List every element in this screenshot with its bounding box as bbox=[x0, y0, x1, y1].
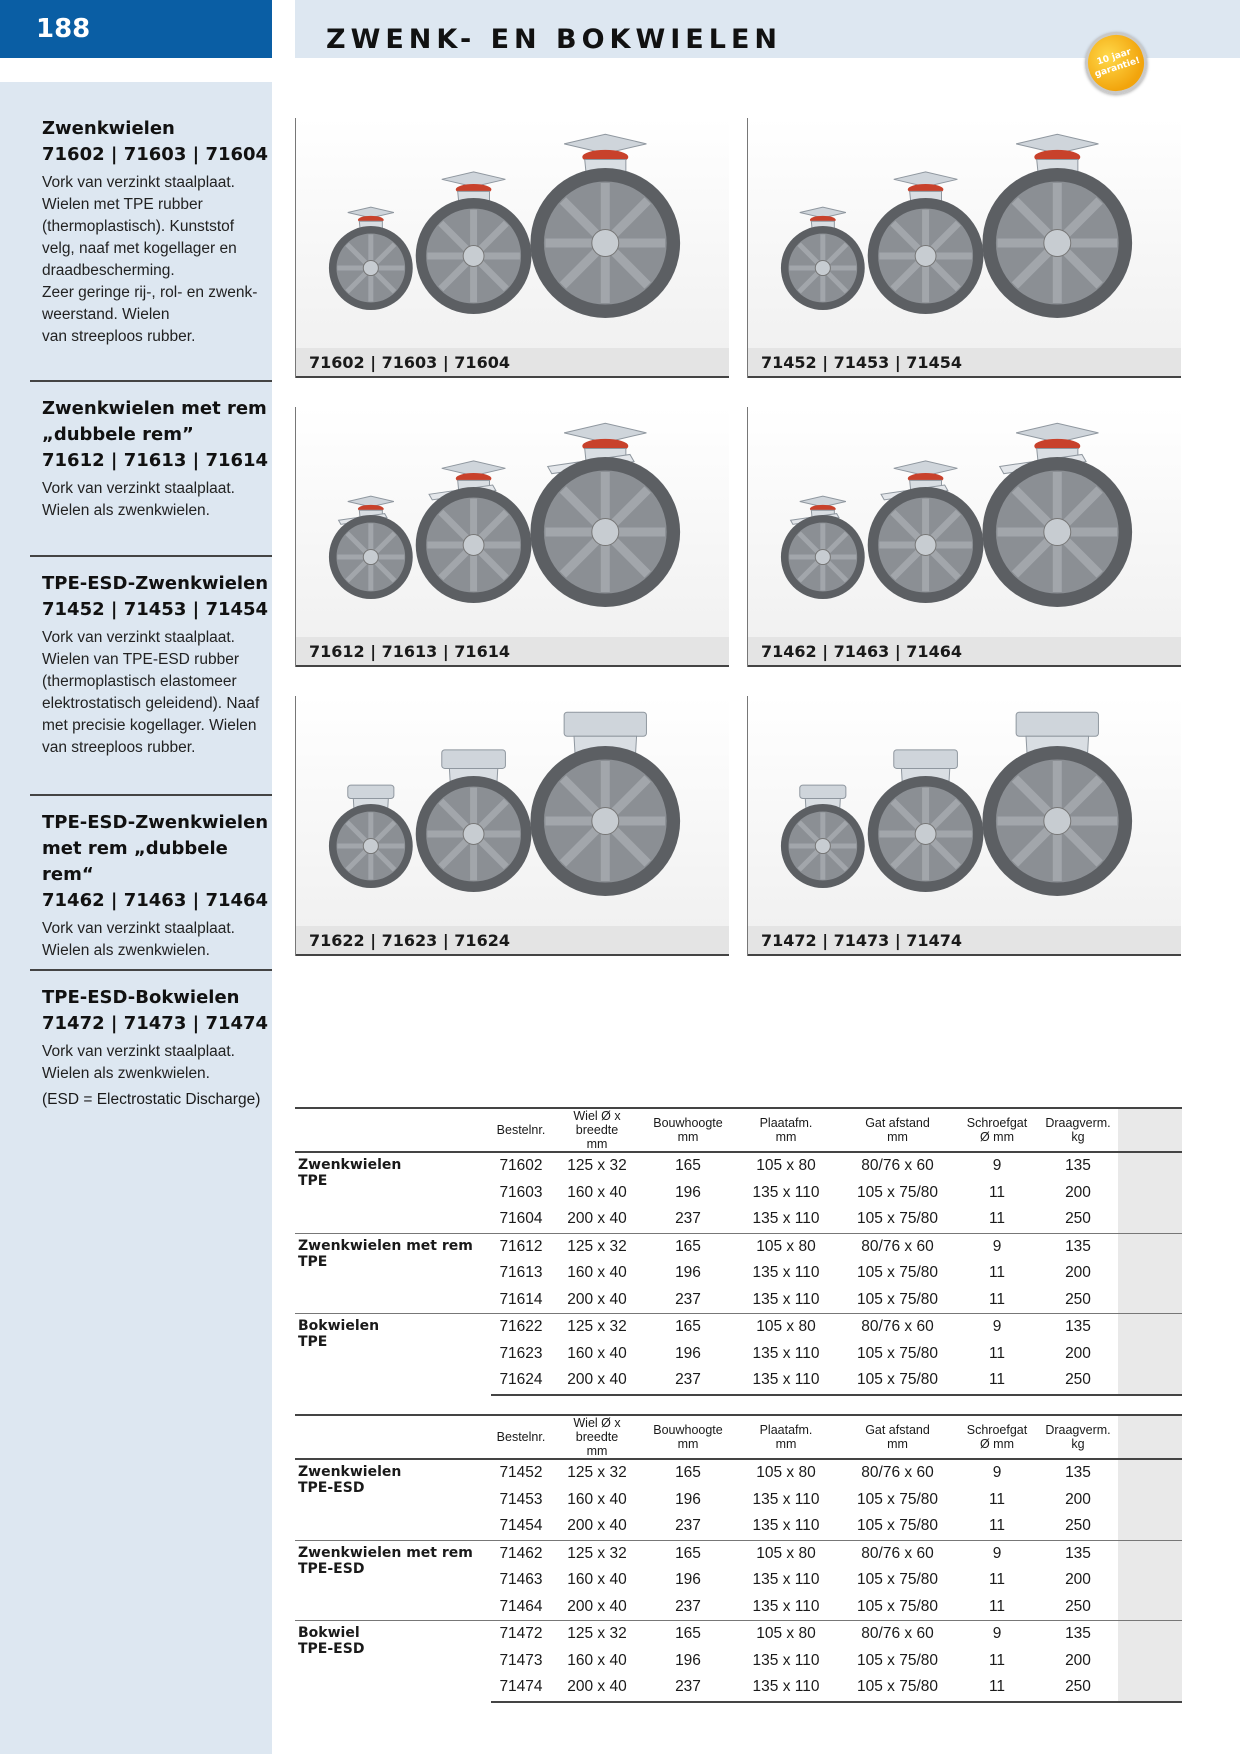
order-number-cell: 71472 bbox=[491, 1621, 551, 1648]
table-cell: 80/76 x 60 bbox=[839, 1233, 956, 1260]
caster-wheel-icon bbox=[982, 134, 1132, 318]
column-header bbox=[733, 1415, 839, 1459]
table-cell: 105 x 80 bbox=[733, 1314, 839, 1341]
table-cell: 105 x 80 bbox=[733, 1621, 839, 1648]
table-cell: 135 bbox=[1038, 1621, 1118, 1648]
table-cell: 80/76 x 60 bbox=[861, 1464, 934, 1482]
caster-wheel-icon bbox=[329, 496, 413, 599]
order-number-cell: 71474 bbox=[491, 1674, 551, 1702]
caster-illustration bbox=[748, 118, 1181, 348]
empty-shaded-cell bbox=[1118, 1594, 1182, 1621]
empty-shaded-cell bbox=[1118, 1648, 1182, 1675]
table-row bbox=[295, 1459, 1182, 1487]
group-name: Zwenkwielen met rem bbox=[298, 1544, 473, 1561]
table-cell: 105 x 75/80 bbox=[856, 1571, 938, 1589]
column-header bbox=[1118, 1108, 1182, 1152]
table-cell: 200 bbox=[1065, 1344, 1091, 1362]
sidebar-section-tpe-esd-zwenkwielen bbox=[30, 555, 272, 759]
column-header bbox=[491, 1415, 551, 1459]
order-number-cell: 71453 bbox=[499, 1490, 543, 1508]
product-photo-71602 bbox=[295, 118, 729, 378]
table-cell: 105 x 75/80 bbox=[839, 1367, 956, 1395]
table-cell: 200 bbox=[1065, 1183, 1091, 1201]
table-cell: 105 x 75/80 bbox=[856, 1210, 938, 1228]
table-cell: 250 bbox=[1038, 1367, 1118, 1395]
sidebar-section-title bbox=[30, 571, 272, 623]
table-cell: 80/76 x 60 bbox=[839, 1621, 956, 1648]
table-cell: 105 x 80 bbox=[733, 1233, 839, 1260]
table-cell: 165 bbox=[643, 1621, 733, 1648]
table-cell: 135 x 110 bbox=[733, 1367, 839, 1395]
table-cell: 105 x 75/80 bbox=[856, 1290, 938, 1308]
product-photo-71452 bbox=[747, 118, 1181, 378]
spec-table-tpe bbox=[295, 1107, 1182, 1396]
order-number-cell: 71622 bbox=[491, 1314, 551, 1341]
photo-caption: 71622 | 71623 | 71624 bbox=[296, 926, 729, 956]
caster-illustration bbox=[748, 407, 1181, 637]
empty-shaded-cell bbox=[1118, 1487, 1182, 1514]
column-header bbox=[295, 1415, 491, 1459]
column-header-unit: Ø mm bbox=[979, 1437, 1015, 1451]
empty-shaded-cell bbox=[1118, 1180, 1182, 1207]
table-cell: 200 x 40 bbox=[567, 1597, 627, 1615]
table-cell: 135 x 110 bbox=[752, 1264, 820, 1282]
table-cell: 11 bbox=[988, 1210, 1006, 1228]
photo-caption: 71452 | 71453 | 71454 bbox=[748, 348, 1181, 378]
empty-shaded-cell bbox=[1118, 1287, 1182, 1314]
column-header-unit: Ø mm bbox=[979, 1130, 1015, 1144]
table-cell: 200 x 40 bbox=[567, 1290, 627, 1308]
sidebar-title-line: 71472 | 71473 | 71474 bbox=[42, 1013, 269, 1034]
group-label bbox=[295, 1540, 491, 1621]
table-cell: 125 x 32 bbox=[551, 1621, 643, 1648]
table-cell: 160 x 40 bbox=[567, 1490, 627, 1508]
table-cell: 196 bbox=[675, 1651, 701, 1669]
table-cell: 125 x 32 bbox=[551, 1540, 643, 1567]
empty-shaded-cell bbox=[1118, 1459, 1182, 1487]
sidebar-title-line: 71462 | 71463 | 71464 bbox=[42, 890, 269, 911]
column-header-line: Gat afstand bbox=[865, 1423, 930, 1437]
order-number-cell: 71464 bbox=[499, 1597, 543, 1615]
column-header-line: Bestelnr. bbox=[496, 1123, 546, 1137]
sidebar-section-description: Vork van verzinkt staalplaat. Wielen als zwenkwielen. bbox=[42, 920, 235, 959]
table-cell: 125 x 32 bbox=[567, 1157, 627, 1175]
sidebar-section-title bbox=[30, 116, 272, 168]
caster-wheel-icon bbox=[868, 461, 984, 603]
table-cell: 11 bbox=[988, 1651, 1006, 1669]
column-header-line: Schroefgat bbox=[966, 1423, 1028, 1437]
column-header-unit: kg bbox=[1071, 1130, 1085, 1144]
column-header bbox=[643, 1415, 733, 1459]
table-row bbox=[295, 1621, 1182, 1648]
table-cell: 200 x 40 bbox=[551, 1367, 643, 1395]
table-cell: 196 bbox=[675, 1264, 701, 1282]
group-material: TPE-ESD bbox=[298, 1641, 365, 1657]
table-cell: 165 bbox=[675, 1464, 701, 1482]
column-header-unit: mm bbox=[775, 1437, 797, 1451]
caster-illustration bbox=[296, 696, 729, 926]
caster-wheel-icon bbox=[982, 712, 1132, 896]
table-cell: 11 bbox=[988, 1183, 1006, 1201]
order-number-cell: 71452 bbox=[499, 1464, 543, 1482]
group-name: Zwenkwielen bbox=[298, 1464, 402, 1480]
caster-wheel-icon bbox=[329, 207, 413, 310]
caster-wheel-icon bbox=[868, 172, 984, 314]
group-name: Zwenkwielen met rem bbox=[298, 1237, 473, 1254]
caster-image bbox=[296, 407, 729, 637]
sidebar-section-title bbox=[30, 396, 272, 474]
table-cell: 200 x 40 bbox=[567, 1517, 627, 1535]
table-cell: 11 bbox=[988, 1490, 1006, 1508]
group-material: TPE-ESD bbox=[298, 1480, 365, 1496]
caster-wheel-icon bbox=[781, 785, 865, 888]
group-material: TPE-ESD bbox=[298, 1560, 365, 1577]
caster-wheel-icon bbox=[530, 134, 680, 318]
table-cell: 165 bbox=[643, 1314, 733, 1341]
table-cell: 160 x 40 bbox=[567, 1264, 627, 1282]
column-header bbox=[956, 1415, 1038, 1459]
table-cell: 135 x 110 bbox=[752, 1344, 820, 1362]
table-cell: 105 x 75/80 bbox=[856, 1264, 938, 1282]
order-number-cell: 71624 bbox=[491, 1367, 551, 1395]
table-cell: 135 x 110 bbox=[752, 1597, 820, 1615]
table-cell: 237 bbox=[675, 1597, 701, 1615]
caster-wheel-icon bbox=[781, 496, 865, 599]
sidebar-title-line: Zwenkwielen met rem bbox=[42, 398, 267, 419]
table-cell: 135 bbox=[1065, 1157, 1091, 1175]
column-header-unit: mm bbox=[677, 1130, 699, 1144]
empty-shaded-cell bbox=[1118, 1341, 1182, 1368]
table-cell: 11 bbox=[988, 1344, 1006, 1362]
group-label bbox=[295, 1621, 491, 1702]
table-cell: 125 x 32 bbox=[567, 1464, 627, 1482]
table-cell: 105 x 75/80 bbox=[856, 1517, 938, 1535]
caster-image bbox=[296, 696, 729, 926]
order-number-cell: 71462 bbox=[491, 1540, 551, 1567]
table-cell: 11 bbox=[988, 1290, 1006, 1308]
table-cell: 9 bbox=[956, 1233, 1038, 1260]
table-cell: 165 bbox=[675, 1157, 701, 1175]
table-cell: 105 x 75/80 bbox=[856, 1344, 938, 1362]
sidebar-title-line: 71452 | 71453 | 71454 bbox=[42, 599, 269, 620]
order-number-cell: 71463 bbox=[499, 1571, 543, 1589]
column-header-unit: mm bbox=[887, 1437, 908, 1451]
column-header-line: Bestelnr. bbox=[496, 1430, 546, 1444]
sidebar-section-zwenkwielen-met-rem bbox=[30, 380, 272, 522]
table-cell: 105 x 80 bbox=[733, 1540, 839, 1567]
sidebar-section-description: Vork van verzinkt staalplaat. Wielen als zwenkwielen. bbox=[42, 480, 235, 519]
table-cell: 135 x 110 bbox=[733, 1674, 839, 1702]
empty-shaded-cell bbox=[1118, 1513, 1182, 1540]
table-row bbox=[295, 1152, 1182, 1180]
page-number: 188 bbox=[0, 0, 272, 58]
table-header-row bbox=[295, 1415, 1182, 1459]
table-cell: 9 bbox=[956, 1621, 1038, 1648]
table-cell: 135 x 110 bbox=[752, 1183, 820, 1201]
column-header-unit: mm bbox=[586, 1137, 608, 1151]
table-header-row bbox=[295, 1108, 1182, 1152]
spec-table-tpe-esd bbox=[295, 1414, 1182, 1703]
table-cell: 237 bbox=[675, 1290, 701, 1308]
photo-caption: 71472 | 71473 | 71474 bbox=[748, 926, 1181, 956]
table-cell: 200 bbox=[1065, 1651, 1091, 1669]
guarantee-badge-text: 10 jaar garantie! bbox=[1093, 47, 1142, 80]
empty-shaded-cell bbox=[1118, 1540, 1182, 1567]
column-header-line: Bouwhoogte bbox=[653, 1116, 723, 1130]
table-cell: 11 bbox=[988, 1597, 1006, 1615]
table-cell: 135 bbox=[1038, 1233, 1118, 1260]
table-cell: 135 bbox=[1038, 1540, 1118, 1567]
table-cell: 135 bbox=[1065, 1464, 1091, 1482]
caster-wheel-icon bbox=[781, 207, 865, 310]
table-cell: 135 bbox=[1038, 1314, 1118, 1341]
product-photo-71472 bbox=[747, 696, 1181, 956]
table-cell: 9 bbox=[992, 1464, 1002, 1482]
table-cell: 135 x 110 bbox=[752, 1290, 820, 1308]
sidebar-title-line: 71602 | 71603 | 71604 bbox=[42, 144, 269, 165]
empty-shaded-cell bbox=[1118, 1367, 1182, 1395]
table-cell: 125 x 32 bbox=[551, 1233, 643, 1260]
sidebar-section-title bbox=[30, 985, 272, 1037]
empty-shaded-cell bbox=[1118, 1567, 1182, 1594]
table-cell: 250 bbox=[1065, 1290, 1091, 1308]
column-header-unit: mm bbox=[887, 1130, 908, 1144]
order-number-cell: 71603 bbox=[499, 1183, 543, 1201]
sidebar-section-description: Vork van verzinkt staalplaat. Wielen met TPE rubber (thermoplastisch). Kunststof velg, naaf met kogellager en draadbescherming. Zeer geringe rij-, rol- en zwenk- weerstand. Wielen van streeploos rubber. bbox=[42, 174, 258, 345]
table-cell: 160 x 40 bbox=[567, 1183, 627, 1201]
column-header-unit: mm bbox=[586, 1444, 608, 1458]
group-material: TPE bbox=[298, 1173, 328, 1189]
sidebar-section-title bbox=[30, 810, 272, 914]
caster-wheel-icon bbox=[416, 461, 532, 603]
table-cell: 80/76 x 60 bbox=[861, 1157, 934, 1175]
table-row bbox=[295, 1233, 1182, 1260]
table-cell: 196 bbox=[675, 1183, 701, 1201]
caster-wheel-icon bbox=[530, 712, 680, 896]
empty-shaded-cell bbox=[1118, 1260, 1182, 1287]
table-cell: 250 bbox=[1065, 1210, 1091, 1228]
table-cell: 11 bbox=[988, 1571, 1006, 1589]
column-header bbox=[1038, 1415, 1118, 1459]
group-label bbox=[295, 1459, 491, 1540]
table-cell: 80/76 x 60 bbox=[839, 1314, 956, 1341]
table-cell: 11 bbox=[956, 1674, 1038, 1702]
column-header-line: Gat afstand bbox=[865, 1116, 930, 1130]
caster-image bbox=[748, 696, 1181, 926]
table-cell: 165 bbox=[643, 1540, 733, 1567]
column-header bbox=[839, 1415, 956, 1459]
table-cell: 200 bbox=[1065, 1264, 1091, 1282]
table-cell: 237 bbox=[643, 1367, 733, 1395]
sidebar-title-line: met rem „dubbele rem“ bbox=[42, 838, 228, 885]
column-header-line: Schroefgat bbox=[966, 1116, 1028, 1130]
column-header bbox=[839, 1108, 956, 1152]
column-header bbox=[733, 1108, 839, 1152]
sidebar-section-tpe-esd-zwenkwielen-met-rem bbox=[30, 794, 272, 962]
group-name: Bokwielen bbox=[298, 1318, 380, 1334]
table-cell: 196 bbox=[675, 1571, 701, 1589]
caster-image bbox=[748, 407, 1181, 637]
sidebar-section-zwenkwielen bbox=[30, 102, 272, 348]
table-cell: 200 bbox=[1065, 1490, 1091, 1508]
column-header-unit: mm bbox=[775, 1130, 797, 1144]
sidebar-title-line: „dubbele rem” bbox=[42, 424, 194, 445]
column-header-unit: mm bbox=[677, 1437, 699, 1451]
table-cell: 237 bbox=[675, 1517, 701, 1535]
column-header bbox=[551, 1108, 643, 1152]
table-cell: 160 x 40 bbox=[567, 1571, 627, 1589]
table-cell: 9 bbox=[956, 1540, 1038, 1567]
table-cell: 200 x 40 bbox=[567, 1210, 627, 1228]
table-cell: 135 x 110 bbox=[752, 1517, 820, 1535]
table-cell: 250 bbox=[1065, 1517, 1091, 1535]
order-number-cell: 71473 bbox=[499, 1651, 543, 1669]
table-cell: 196 bbox=[675, 1344, 701, 1362]
sidebar-title-line: TPE-ESD-Zwenkwielen bbox=[42, 573, 269, 594]
column-header-line: Wiel Ø x breedte bbox=[573, 1109, 621, 1137]
group-label bbox=[295, 1314, 491, 1395]
column-header-line: Draagverm. bbox=[1045, 1116, 1111, 1130]
sidebar-title-line: Zwenkwielen bbox=[42, 118, 175, 139]
product-photo-71612 bbox=[295, 407, 729, 667]
column-header bbox=[295, 1108, 491, 1152]
group-name: Zwenkwielen bbox=[298, 1157, 402, 1173]
sidebar-section-description: Vork van verzinkt staalplaat. Wielen van TPE-ESD rubber (thermoplastisch elastomeer elektrostatisch geleidend). Naaf met precisie kogellager. Wielen van streeploos rubber. bbox=[42, 629, 260, 756]
sidebar-section-description: Vork van verzinkt staalplaat. Wielen als zwenkwielen. bbox=[42, 1043, 235, 1082]
sidebar-title-line: TPE-ESD-Bokwielen bbox=[42, 987, 240, 1008]
group-material: TPE bbox=[298, 1334, 328, 1350]
sidebar-section-tpe-esd-bokwielen bbox=[30, 969, 272, 1111]
table-cell: 11 bbox=[988, 1264, 1006, 1282]
sidebar bbox=[0, 82, 272, 1754]
product-photo-71462 bbox=[747, 407, 1181, 667]
caster-wheel-icon bbox=[530, 423, 680, 607]
column-header bbox=[1038, 1108, 1118, 1152]
order-number-cell: 71614 bbox=[499, 1290, 543, 1308]
empty-shaded-cell bbox=[1118, 1206, 1182, 1233]
caster-image bbox=[296, 118, 729, 348]
column-header-unit: kg bbox=[1071, 1437, 1085, 1451]
table-cell: 11 bbox=[988, 1517, 1006, 1535]
table-row bbox=[295, 1314, 1182, 1341]
caster-wheel-icon bbox=[416, 750, 532, 892]
group-material: TPE bbox=[298, 1253, 328, 1270]
empty-shaded-cell bbox=[1118, 1621, 1182, 1648]
table-cell: 160 x 40 bbox=[567, 1344, 627, 1362]
column-header-line: Draagverm. bbox=[1045, 1423, 1111, 1437]
table-cell: 125 x 32 bbox=[551, 1314, 643, 1341]
column-header-line: Wiel Ø x breedte bbox=[573, 1416, 621, 1444]
page-title: ZWENK- EN BOKWIELEN bbox=[326, 24, 782, 55]
caster-wheel-icon bbox=[868, 750, 984, 892]
table-cell: 80/76 x 60 bbox=[839, 1540, 956, 1567]
table-cell: 200 bbox=[1065, 1571, 1091, 1589]
group-name: Bokwiel bbox=[298, 1625, 360, 1641]
column-header bbox=[491, 1108, 551, 1152]
table-cell: 135 x 110 bbox=[752, 1651, 820, 1669]
table-cell: 9 bbox=[992, 1157, 1002, 1175]
column-header bbox=[956, 1108, 1038, 1152]
caster-illustration bbox=[296, 118, 729, 348]
table-cell: 165 bbox=[643, 1233, 733, 1260]
product-photo-71622 bbox=[295, 696, 729, 956]
column-header-line: Bouwhoogte bbox=[653, 1423, 723, 1437]
table-cell: 160 x 40 bbox=[567, 1651, 627, 1669]
table-cell: 105 x 75/80 bbox=[856, 1651, 938, 1669]
order-number-cell: 71454 bbox=[499, 1517, 543, 1535]
table-cell: 135 x 110 bbox=[752, 1571, 820, 1589]
table-cell: 105 x 75/80 bbox=[856, 1597, 938, 1615]
caster-wheel-icon bbox=[416, 172, 532, 314]
order-number-cell: 71613 bbox=[499, 1264, 543, 1282]
column-header bbox=[1118, 1415, 1182, 1459]
table-cell: 105 x 80 bbox=[756, 1464, 816, 1482]
empty-shaded-cell bbox=[1118, 1314, 1182, 1341]
table-cell: 105 x 75/80 bbox=[856, 1490, 938, 1508]
column-header-line: Plaatafm. bbox=[759, 1423, 813, 1437]
sidebar-title-line: 71612 | 71613 | 71614 bbox=[42, 450, 269, 471]
sidebar-note: (ESD = Electrostatic Discharge) bbox=[42, 1091, 261, 1108]
photo-caption: 71602 | 71603 | 71604 bbox=[296, 348, 729, 378]
order-number-cell: 71604 bbox=[499, 1210, 543, 1228]
caster-wheel-icon bbox=[329, 785, 413, 888]
table-cell: 250 bbox=[1038, 1674, 1118, 1702]
table-cell: 105 x 75/80 bbox=[856, 1183, 938, 1201]
table-cell: 11 bbox=[956, 1367, 1038, 1395]
group-label bbox=[295, 1152, 491, 1233]
table-cell: 250 bbox=[1065, 1597, 1091, 1615]
photo-caption: 71612 | 71613 | 71614 bbox=[296, 637, 729, 667]
table-cell: 237 bbox=[675, 1210, 701, 1228]
table-cell: 105 x 80 bbox=[756, 1157, 816, 1175]
table-cell: 196 bbox=[675, 1490, 701, 1508]
sidebar-title-line: TPE-ESD-Zwenkwielen bbox=[42, 812, 269, 833]
caster-wheel-icon bbox=[982, 423, 1132, 607]
photo-caption: 71462 | 71463 | 71464 bbox=[748, 637, 1181, 667]
order-number-cell: 71602 bbox=[499, 1157, 543, 1175]
caster-image bbox=[748, 118, 1181, 348]
order-number-cell: 71623 bbox=[499, 1344, 543, 1362]
table-cell: 105 x 75/80 bbox=[839, 1674, 956, 1702]
table-cell: 135 x 110 bbox=[752, 1490, 820, 1508]
table-cell: 200 x 40 bbox=[551, 1674, 643, 1702]
empty-shaded-cell bbox=[1118, 1152, 1182, 1180]
table-cell: 135 x 110 bbox=[752, 1210, 820, 1228]
order-number-cell: 71612 bbox=[491, 1233, 551, 1260]
column-header bbox=[643, 1108, 733, 1152]
caster-illustration bbox=[296, 407, 729, 637]
column-header bbox=[551, 1415, 643, 1459]
table-cell: 237 bbox=[643, 1674, 733, 1702]
table-cell: 9 bbox=[956, 1314, 1038, 1341]
column-header-line: Plaatafm. bbox=[759, 1116, 813, 1130]
group-label bbox=[295, 1233, 491, 1314]
empty-shaded-cell bbox=[1118, 1674, 1182, 1702]
table-row bbox=[295, 1540, 1182, 1567]
empty-shaded-cell bbox=[1118, 1233, 1182, 1260]
caster-illustration bbox=[748, 696, 1181, 926]
